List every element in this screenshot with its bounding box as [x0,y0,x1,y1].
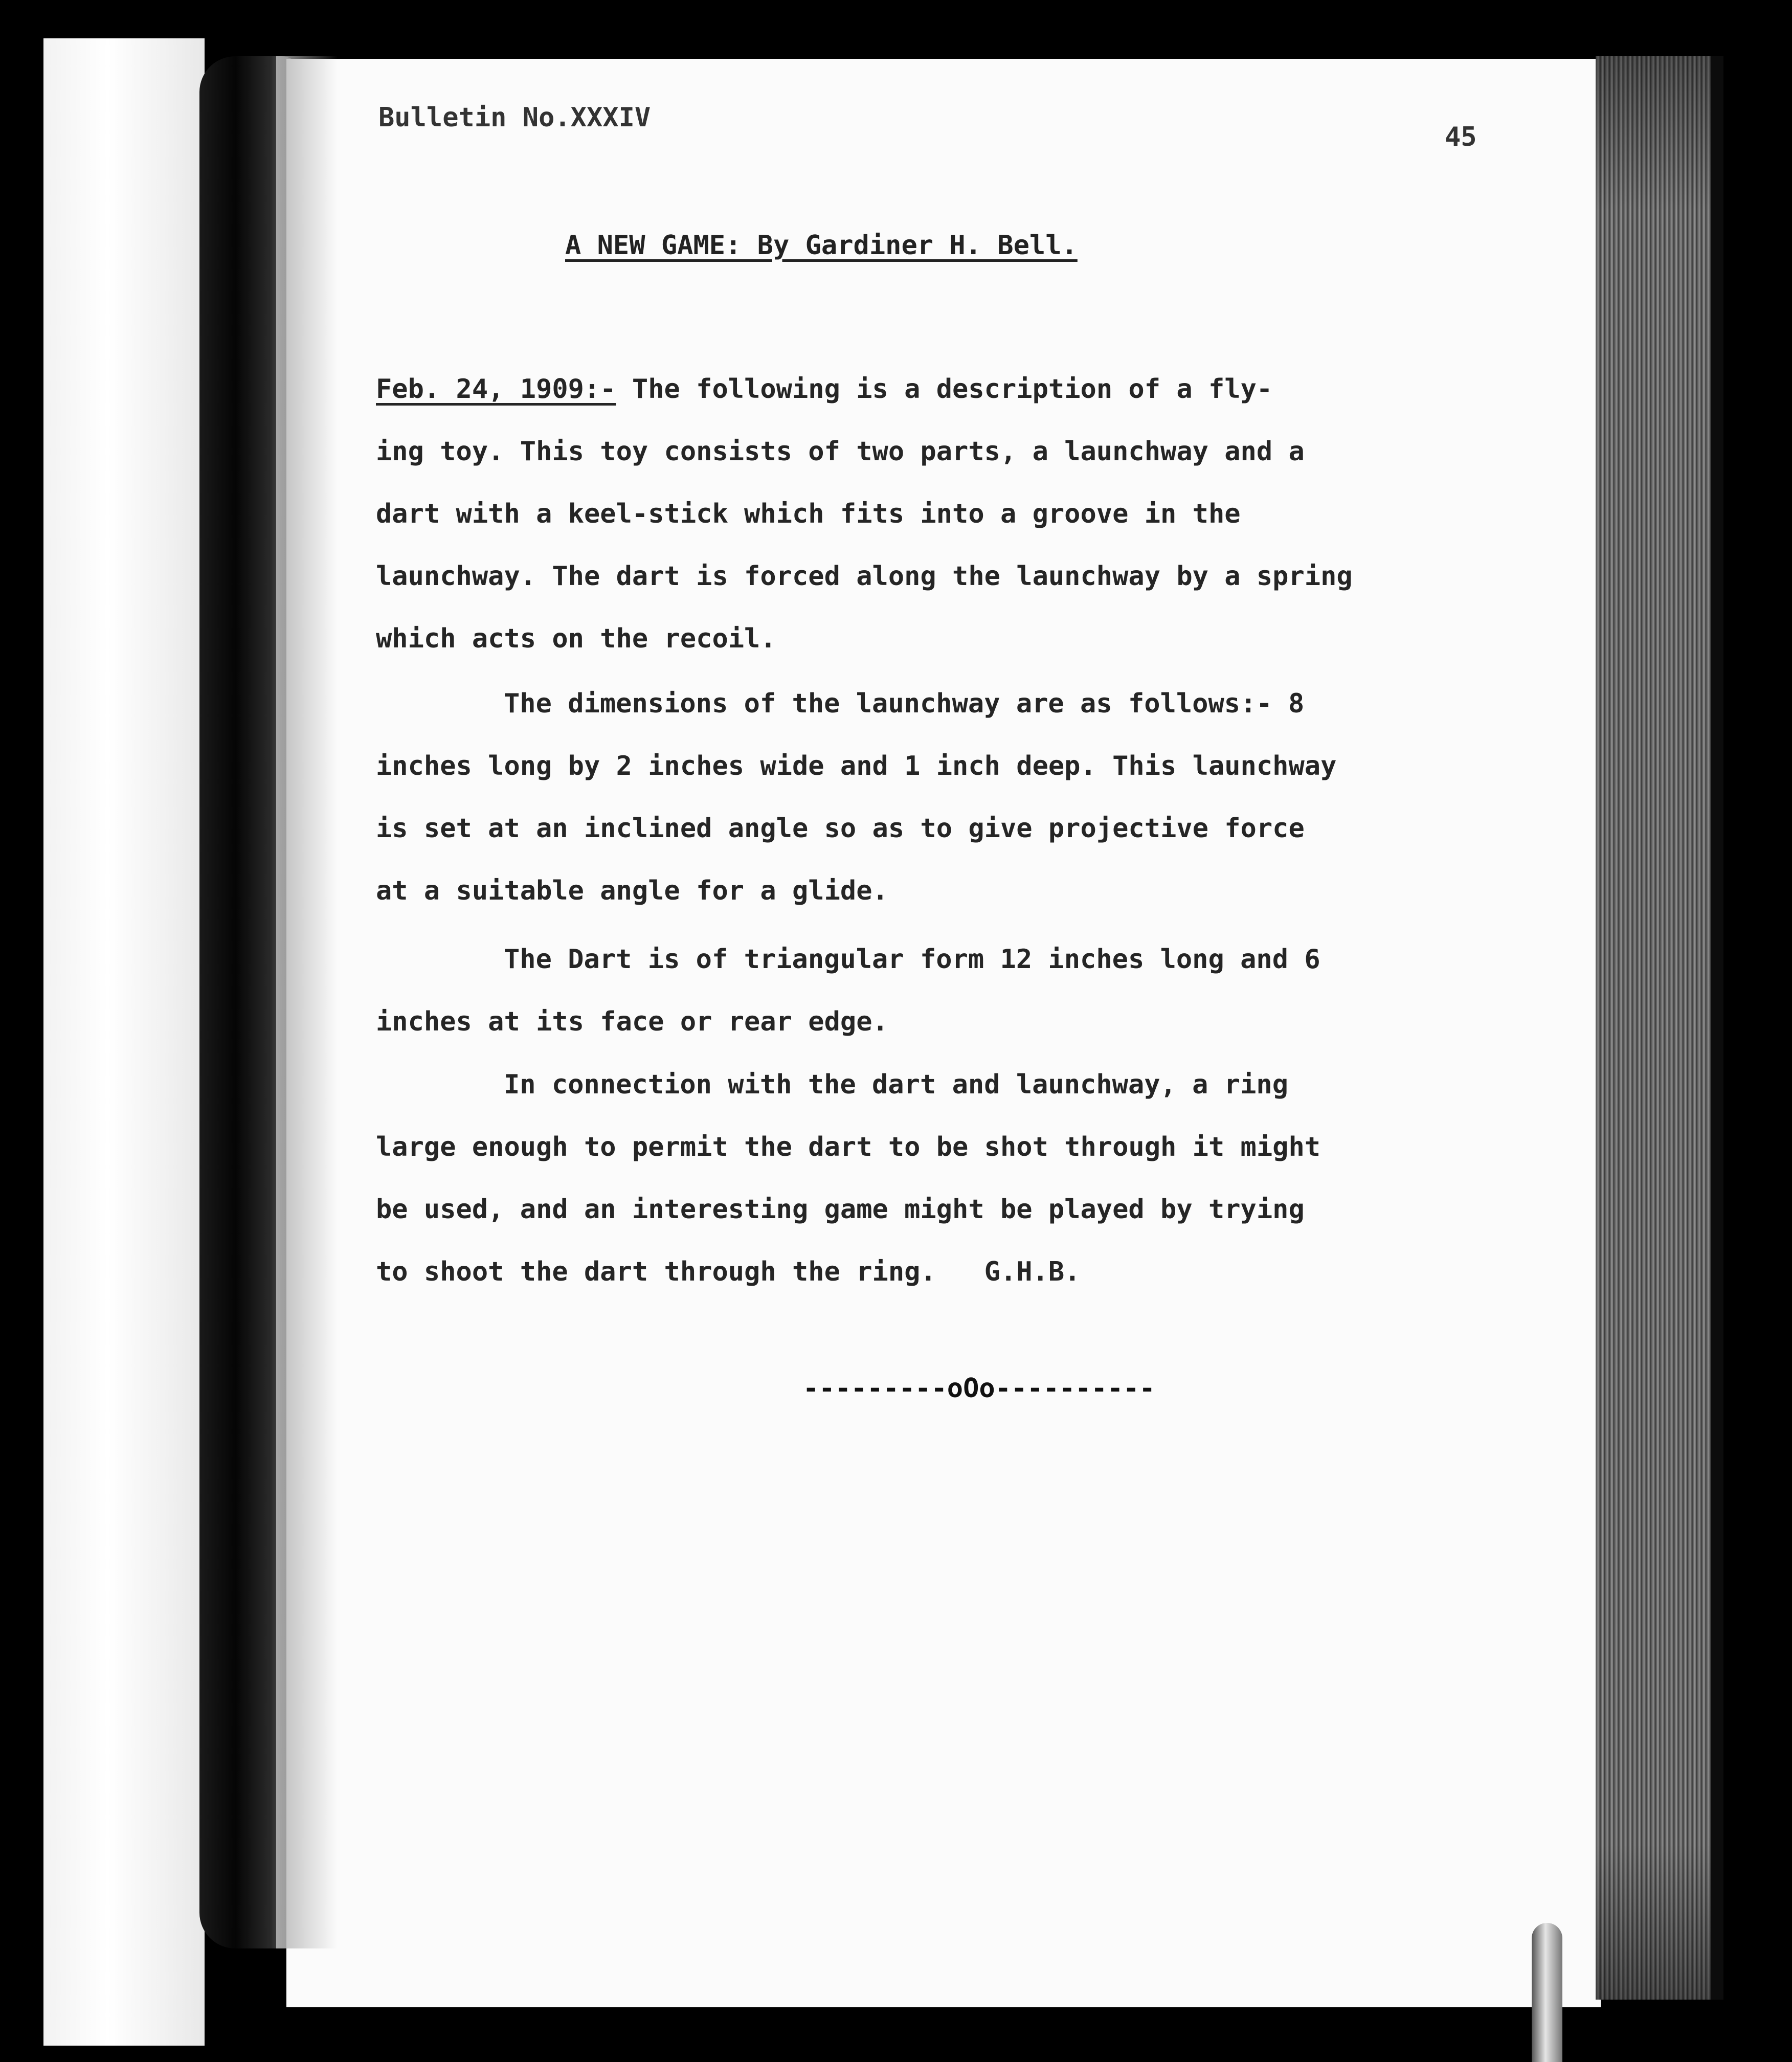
paragraph-2-line-3: is set at an inclined angle so as to give projective force [376,813,1305,844]
gutter-fade [276,56,338,1948]
paragraph-1-line-2: ing toy. This toy consists of two parts, a launchway and a [376,436,1305,467]
paragraph-1-line-1 [376,358,1537,420]
paragraph-4 [376,1054,1537,1303]
section-separator: ---------oOo---------- [803,1373,1155,1404]
paragraph-4-line-4: to shoot the dart through the ring. G.H.B. [376,1257,1081,1287]
paragraph-2 [376,673,1537,922]
paragraph-1 [376,358,1537,670]
paragraph-2-line-2: inches long by 2 inches wide and 1 inch deep. This launchway [376,751,1337,781]
paragraph-2-line-1: The dimensions of the launchway are as follows:- 8 [504,688,1305,719]
paragraph-2-line-4: at a suitable angle for a glide. [376,876,888,906]
bookmark-pin [1532,1923,1562,2062]
bulletin-header: Bulletin No.XXXIV [378,102,651,133]
stacked-page-edges [1596,56,1718,2000]
page-number: 45 [1445,122,1477,152]
paragraph-4-line-1: In connection with the dart and launchway, a ring [504,1069,1289,1100]
paragraph-1-line-3: dart with a keel-stick which fits into a groove in the [376,499,1241,529]
article-title: A NEW GAME: By Gardiner H. Bell. [565,230,1078,261]
paragraph-4-line-2: large enough to permit the dart to be shot through it might [376,1132,1321,1162]
paragraph-3 [376,928,1537,1053]
paragraph-1-line-5: which acts on the recoil. [376,623,776,654]
paragraph-3-line-2: inches at its face or rear edge. [376,1006,888,1037]
paragraph-4-line-3: be used, and an interesting game might be played by trying [376,1194,1305,1225]
paragraph-3-line-1: The Dart is of triangular form 12 inches long and 6 [504,944,1320,975]
paragraph-1-line-4: launchway. The dart is forced along the launchway by a spring [376,561,1353,592]
paragraph-1-line-1-text: The following is a description of a fly- [632,374,1273,405]
previous-page-edge [43,38,205,2046]
entry-date: Feb. 24, 1909:- [376,374,616,405]
book-cover-edge [1711,56,1723,2000]
